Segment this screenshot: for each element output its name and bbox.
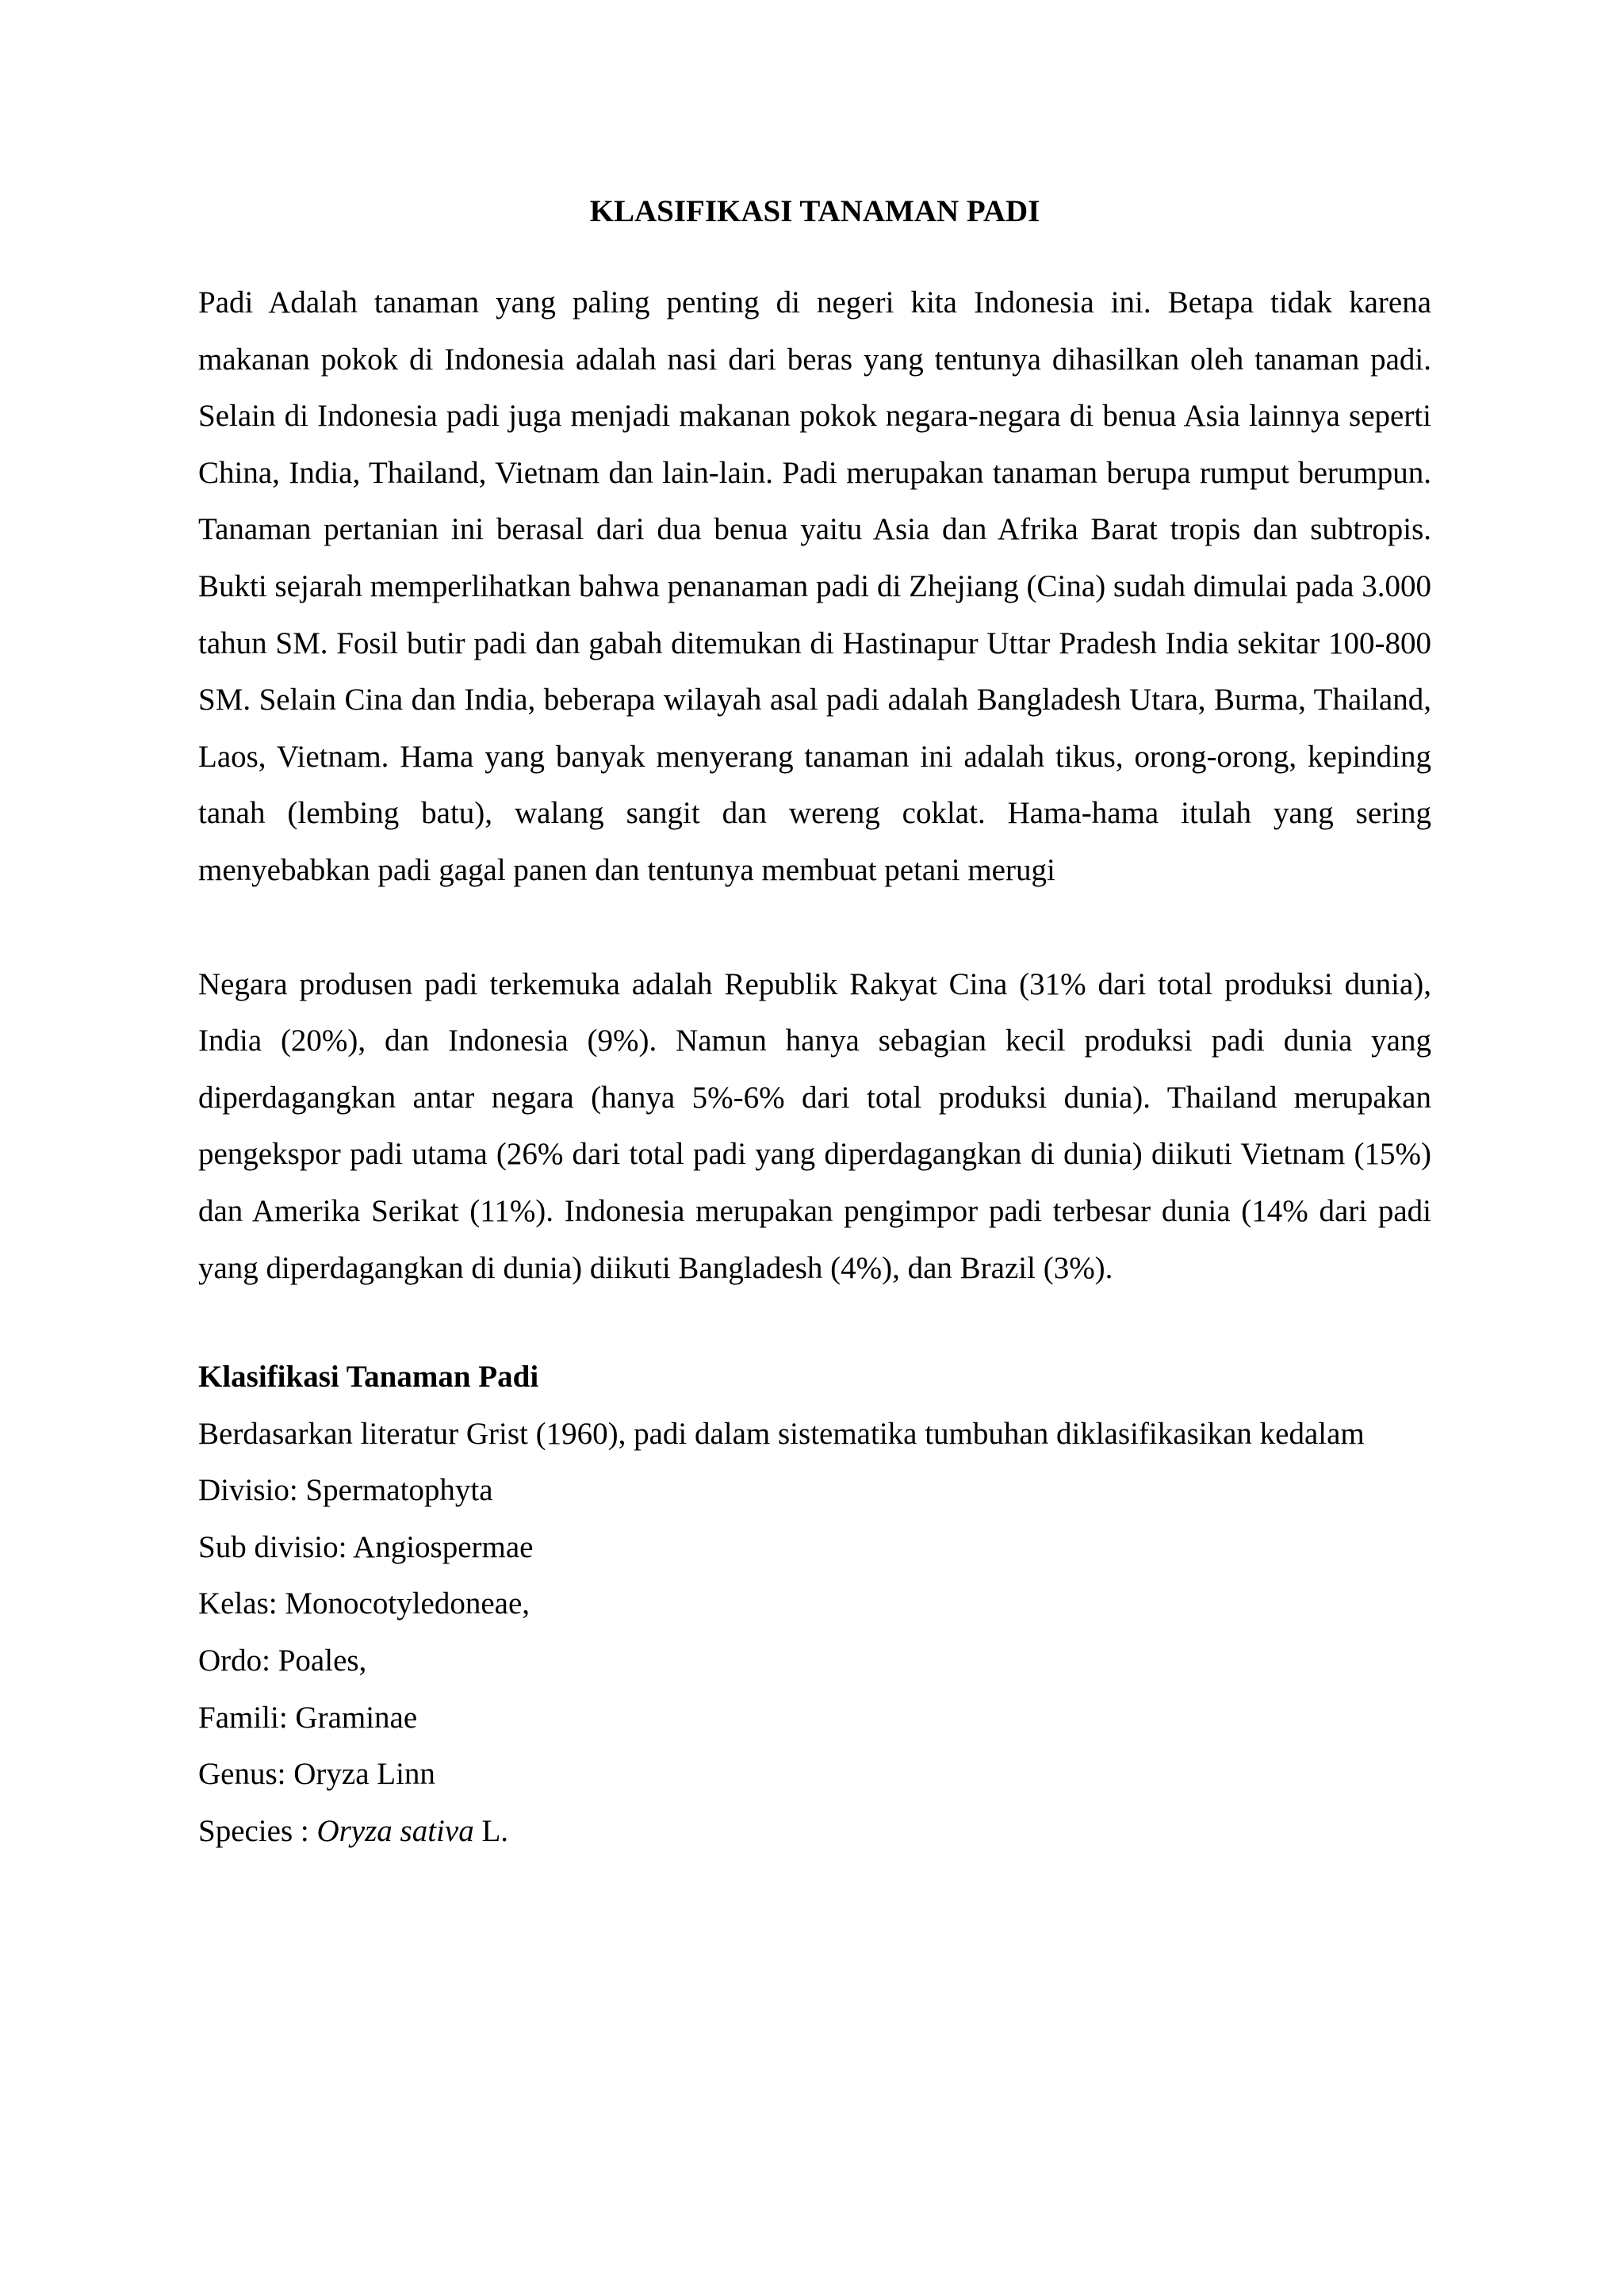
rank-kelas: Kelas: Monocotyledoneae, bbox=[198, 1586, 530, 1621]
classification-intro: Berdasarkan literatur Grist (1960), padi dalam sistematika tumbuhan diklasifikasikan kedalam bbox=[198, 1416, 1365, 1451]
classification-section bbox=[198, 1349, 1431, 1859]
rank-divisio: Divisio: Spermatophyta bbox=[198, 1473, 493, 1508]
rank-ordo: Ordo: Poales, bbox=[198, 1644, 367, 1678]
species-name: Oryza sativa bbox=[316, 1813, 474, 1848]
paragraph-intro: Padi Adalah tanaman yang paling penting di negeri kita Indonesia ini. Betapa tidak karena makanan pokok di Indonesia adalah nasi dari beras yang tentunya dihasilkan oleh tanaman padi. Selain di Indonesia padi juga menjadi makanan pokok negara-negara di benua Asia lainnya seperti China, India, Thailand, Vietnam dan lain-lain. Padi merupakan tanaman berupa rumput berumpun. Tanaman pertanian ini berasal dari dua benua yaitu Asia dan Afrika Barat tropis dan subtropis. Bukti sejarah memperlihatkan bahwa penanaman padi di Zhejiang (Cina) sudah dimulai pada 3.000 tahun SM. Fosil butir padi dan gabah ditemukan di Hastinapur Uttar Pradesh India sekitar 100-800 SM. Selain Cina dan India, beberapa wilayah asal padi adalah Bangladesh Utara, Burma, Thailand, Laos, Vietnam. Hama yang banyak menyerang tanaman ini adalah tikus, orong-orong, kepinding tanah (lembing batu), walang sangit dan wereng coklat. Hama-hama itulah yang sering menyebabkan padi gagal panen dan tentunya membuat petani merugi bbox=[198, 285, 1431, 887]
document-title: KLASIFIKASI TANAMAN PADI bbox=[589, 194, 1040, 228]
rank-famili: Famili: Graminae bbox=[198, 1700, 418, 1735]
rank-sub-divisio: Sub divisio: Angiospermae bbox=[198, 1529, 534, 1564]
paragraph-production: Negara produsen padi terkemuka adalah Republik Rakyat Cina (31% dari total produksi dunia), India (20%), dan Indonesia (9%). Namun hanya sebagian kecil produksi padi dunia yang diperdagangkan antar negara (hanya 5%-6% dari total produksi dunia). Thailand merupakan pengekspor padi utama (26% dari total padi yang diperdagangkan di dunia) diikuti Vietnam (15%) dan Amerika Serikat (11%). Indonesia merupakan pengimpor padi terbesar dunia (14% dari padi yang diperdagangkan di dunia) diikuti Bangladesh (4%), dan Brazil (3%). bbox=[198, 966, 1431, 1285]
species-label: Species : bbox=[198, 1813, 317, 1848]
rank-species bbox=[198, 1803, 1431, 1860]
rank-genus: Genus: Oryza Linn bbox=[198, 1757, 435, 1792]
document-body bbox=[198, 184, 1431, 1859]
species-suffix: L. bbox=[473, 1813, 509, 1848]
classification-heading: Klasifikasi Tanaman Padi bbox=[198, 1360, 539, 1395]
